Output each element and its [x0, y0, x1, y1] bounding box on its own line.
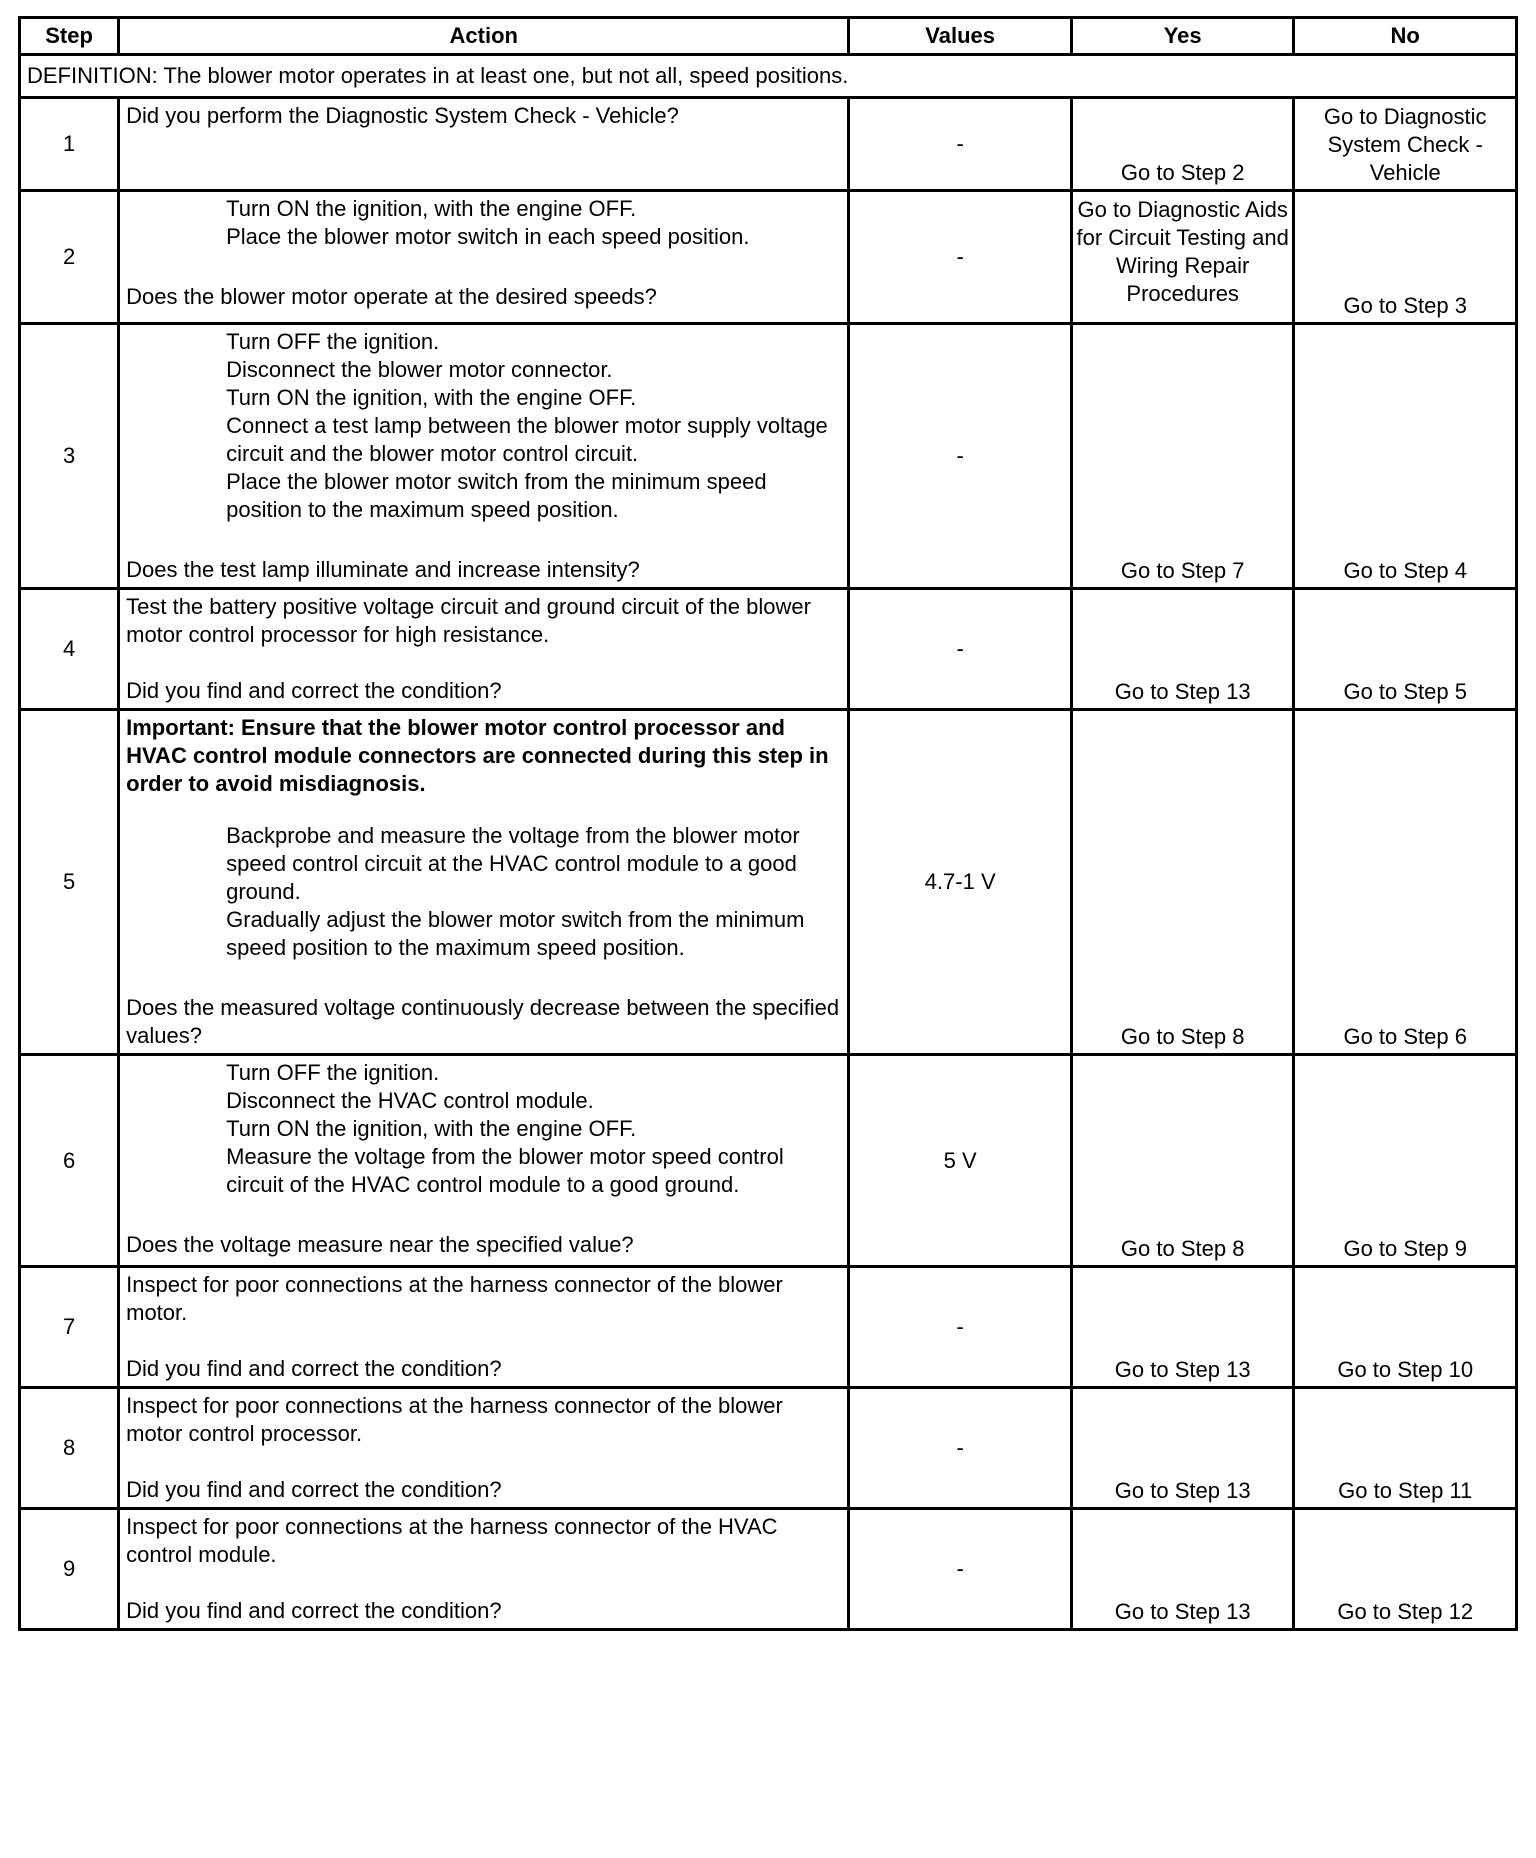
yes-cell: Go to Step 13: [1071, 1267, 1294, 1388]
procedure-step: Gradually adjust the blower motor switch from the minimum speed position to the maximum speed position.: [226, 907, 805, 960]
yes-cell: Go to Step 13: [1071, 589, 1294, 710]
action-text: Inspect for poor connections at the harness connector of the blower motor control processor.: [126, 1393, 783, 1446]
no-cell: Go to Step 3: [1294, 191, 1517, 324]
procedure-steps: [126, 195, 841, 251]
action-text: Test the battery positive voltage circuit and ground circuit of the blower motor control processor for high resistance.: [126, 594, 811, 647]
no-cell: Go to Step 11: [1294, 1388, 1517, 1509]
question-text: Does the measured voltage continuously decrease between the specified values?: [126, 995, 840, 1048]
yes-cell: Go to Step 7: [1071, 324, 1294, 589]
action-text: Inspect for poor connections at the harness connector of the blower motor.: [126, 1272, 783, 1325]
header-values: Values: [849, 18, 1072, 55]
step-number: 8: [20, 1388, 119, 1509]
procedure-step: Disconnect the blower motor connector.: [226, 357, 613, 382]
procedure-step: Turn OFF the ignition.: [226, 329, 440, 354]
procedure-step: Disconnect the HVAC control module.: [226, 1088, 594, 1113]
step-number: 6: [20, 1055, 119, 1267]
action-cell: [119, 710, 849, 1055]
value-cell: -: [849, 191, 1072, 324]
step-number: 2: [20, 191, 119, 324]
yes-cell: Go to Step 8: [1071, 710, 1294, 1055]
step-number: 1: [20, 98, 119, 191]
definition-row: [20, 55, 1517, 98]
header-row: [20, 18, 1517, 55]
question-text: Does the test lamp illuminate and increase intensity?: [126, 557, 640, 582]
question-text: Did you find and correct the condition?: [126, 1356, 502, 1381]
procedure-step: Turn ON the ignition, with the engine OFF.: [226, 1116, 637, 1141]
table-row: [20, 1509, 1517, 1630]
procedure-step: Backprobe and measure the voltage from the blower motor speed control circuit at the HVAC control module to a good ground.: [226, 823, 800, 904]
procedure-step: Turn OFF the ignition.: [226, 1060, 440, 1085]
action-cell: [119, 191, 849, 324]
action-cell: [119, 1055, 849, 1267]
value-cell: -: [849, 1509, 1072, 1630]
value-cell: -: [849, 1388, 1072, 1509]
no-cell: Go to Step 10: [1294, 1267, 1517, 1388]
value-cell: 4.7-1 V: [849, 710, 1072, 1055]
value-cell: -: [849, 98, 1072, 191]
value-cell: -: [849, 324, 1072, 589]
value-cell: 5 V: [849, 1055, 1072, 1267]
question-text: Did you find and correct the condition?: [126, 1477, 502, 1502]
step-number: 4: [20, 589, 119, 710]
procedure-step: Turn ON the ignition, with the engine OFF.: [226, 196, 637, 221]
step-number: 9: [20, 1509, 119, 1630]
no-cell: Go to Step 9: [1294, 1055, 1517, 1267]
yes-cell: Go to Diagnostic Aids for Circuit Testing and Wiring Repair Procedures: [1071, 191, 1294, 324]
step-number: 7: [20, 1267, 119, 1388]
step-number: 3: [20, 324, 119, 589]
table-row: [20, 589, 1517, 710]
procedure-step: Connect a test lamp between the blower motor supply voltage circuit and the blower motor control circuit.: [226, 413, 828, 466]
procedure-steps: [126, 822, 841, 962]
procedure-steps: [126, 1059, 841, 1199]
action-cell: [119, 1388, 849, 1509]
procedure-step: Place the blower motor switch from the minimum speed position to the maximum speed position.: [226, 469, 767, 522]
action-cell: [119, 324, 849, 589]
yes-cell: Go to Step 8: [1071, 1055, 1294, 1267]
table-row: [20, 324, 1517, 589]
action-text: Inspect for poor connections at the harness connector of the HVAC control module.: [126, 1514, 778, 1567]
action-cell: [119, 1267, 849, 1388]
yes-cell: Go to Step 13: [1071, 1388, 1294, 1509]
no-cell: Go to Diagnostic System Check - Vehicle: [1294, 98, 1517, 191]
action-cell: [119, 98, 849, 191]
step-number: 5: [20, 710, 119, 1055]
question-text: Does the voltage measure near the specified value?: [126, 1232, 634, 1257]
no-cell: Go to Step 12: [1294, 1509, 1517, 1630]
table-row: [20, 98, 1517, 191]
yes-cell: Go to Step 2: [1071, 98, 1294, 191]
no-cell: Go to Step 5: [1294, 589, 1517, 710]
header-yes: Yes: [1071, 18, 1294, 55]
action-text: Did you perform the Diagnostic System Check - Vehicle?: [126, 103, 679, 128]
question-text: Did you find and correct the condition?: [126, 678, 502, 703]
diagnostic-table: [18, 16, 1518, 1631]
important-note: Important: Ensure that the blower motor control processor and HVAC control module connectors are connected during this step in order to avoid misdiagnosis.: [126, 715, 829, 796]
header-action: Action: [119, 18, 849, 55]
definition-text: DEFINITION: The blower motor operates in at least one, but not all, speed positions.: [20, 55, 1517, 98]
procedure-step: Turn ON the ignition, with the engine OFF.: [226, 385, 637, 410]
table-row: [20, 1388, 1517, 1509]
yes-cell: Go to Step 13: [1071, 1509, 1294, 1630]
procedure-step: Place the blower motor switch in each speed position.: [226, 224, 750, 249]
header-no: No: [1294, 18, 1517, 55]
value-cell: -: [849, 1267, 1072, 1388]
value-cell: -: [849, 589, 1072, 710]
no-cell: Go to Step 6: [1294, 710, 1517, 1055]
procedure-step: Measure the voltage from the blower motor speed control circuit of the HVAC control module to a good ground.: [226, 1144, 784, 1197]
question-text: Does the blower motor operate at the desired speeds?: [126, 284, 657, 309]
table-row: [20, 191, 1517, 324]
action-cell: [119, 1509, 849, 1630]
action-cell: [119, 589, 849, 710]
table-row: [20, 1055, 1517, 1267]
question-text: Did you find and correct the condition?: [126, 1598, 502, 1623]
no-cell: Go to Step 4: [1294, 324, 1517, 589]
table-row: [20, 710, 1517, 1055]
header-step: Step: [20, 18, 119, 55]
procedure-steps: [126, 328, 841, 524]
table-row: [20, 1267, 1517, 1388]
